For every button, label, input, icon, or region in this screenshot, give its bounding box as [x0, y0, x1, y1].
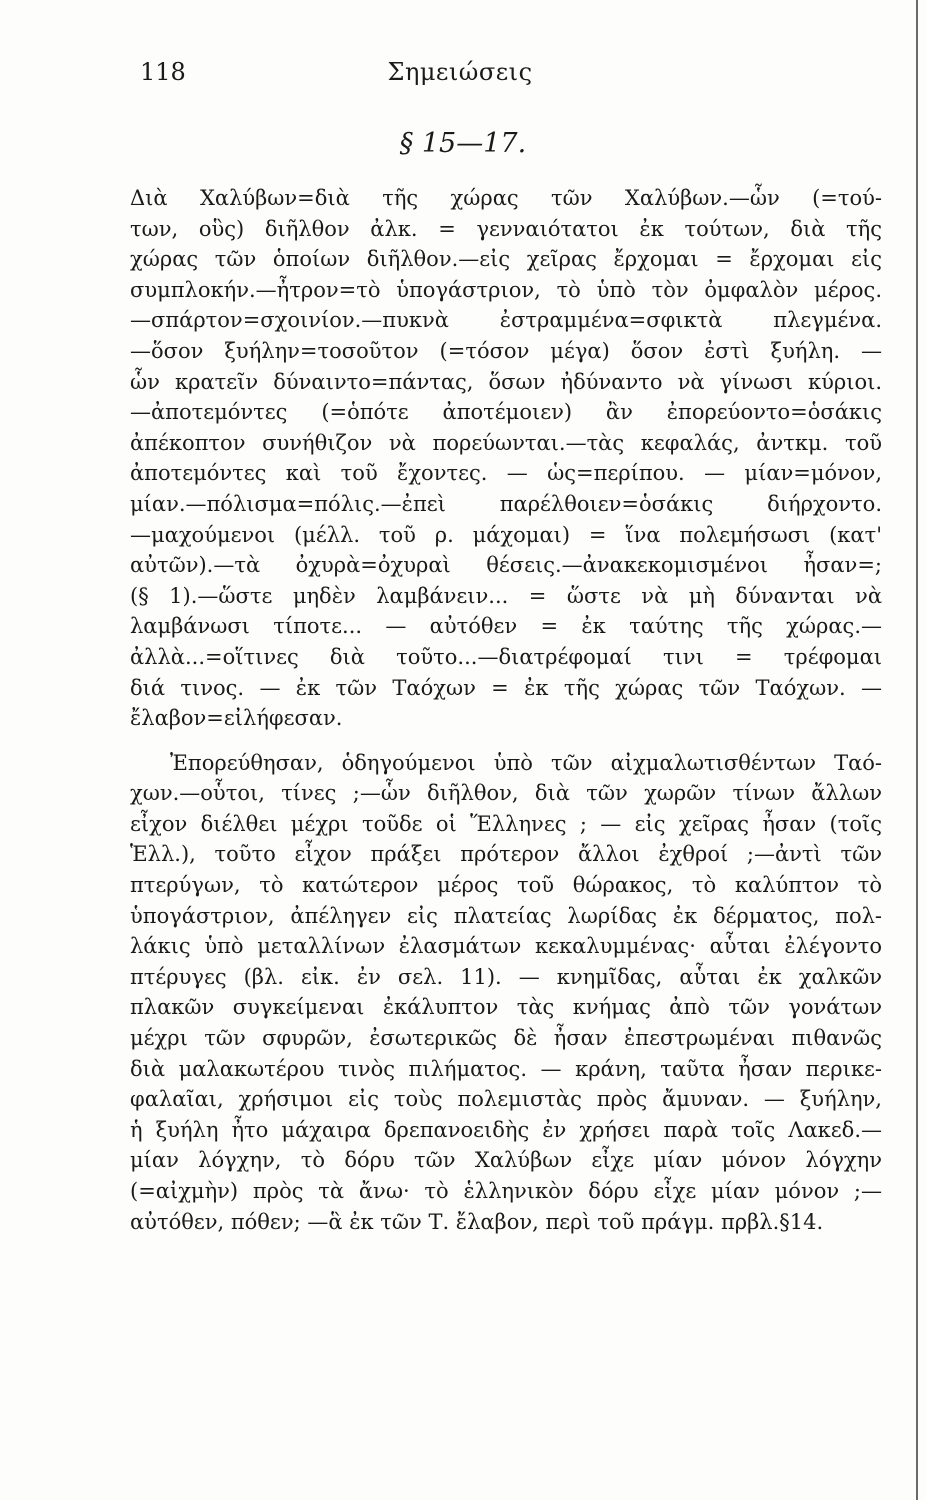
text-line: συμπλοκήν.—ἦτρον=τὸ ὑπογάστριον, τὸ ὑπὸ τὸν ὀμφαλὸν μέρος.: [130, 277, 882, 302]
running-title: Σημειώσεις: [387, 58, 533, 86]
text-line: ἀπέκοπτον συνήθιζον νὰ πορεύωνται.—τὰς κεφαλάς, ἀντκμ. τοῦ: [130, 430, 882, 455]
text-line: Ἑλλ.), τοῦτο εἶχον πράξει πρότερον ἄλλοι ἐχθροί ;—ἀντὶ τῶν: [130, 842, 882, 867]
notes-body: [130, 183, 882, 1237]
text-line: Διὰ Χαλύβων=διὰ τῆς χώρας τῶν Χαλύβων.—ὧν (=τού-: [130, 186, 882, 210]
text-line: (§ 1).—ὥστε μηδὲν λαμβάνειν... = ὥστε νὰ μὴ δύνανται νὰ: [130, 583, 882, 608]
text-line: μέχρι τῶν σφυρῶν, ἐσωτερικῶς δὲ ἦσαν ἐπεστρωμέναι πιθανῶς: [130, 1026, 882, 1051]
text-line: ὑπογάστριον, ἀπέληγεν εἰς πλατείας λωρίδας ἐκ δέρματος, πολ-: [130, 903, 882, 928]
page-number: 118: [140, 58, 186, 86]
binding-edge: [916, 0, 918, 1500]
text-line: πτέρυγες (βλ. εἰκ. ἐν σελ. 11). — κνημῖδας, αὗται ἐκ χαλκῶν: [130, 964, 882, 989]
text-line: ἀλλὰ...=οἵτινες διὰ τοῦτο...—διατρέφομαί τινι = τρέφομαι: [130, 644, 882, 669]
text-line: αὐτῶν).—τὰ ὀχυρὰ=ὀχυραὶ θέσεις.—ἀνακεκομισμένοι ἦσαν=;: [130, 553, 882, 578]
text-line: λάκις ὑπὸ μεταλλίνων ἐλασμάτων κεκαλυμμένας· αὗται ἐλέγοντο: [130, 934, 882, 959]
text-line: μίαν λόγχην, τὸ δόρυ τῶν Χαλύβων εἶχε μίαν μόνον λόγχην: [130, 1148, 882, 1173]
text-line: ἡ ξυήλη ἦτο μάχαιρα δρεπανοειδὴς ἐν χρήσει παρὰ τοῖς Λακεδ.—: [130, 1117, 882, 1142]
text-line: Ἐπορεύθησαν, ὁδηγούμενοι ὑπὸ τῶν αἰχμαλωτισθέντων Ταό-: [170, 750, 882, 775]
text-line: πλακῶν συγκείμεναι ἐκάλυπτον τὰς κνήμας ἀπὸ τῶν γονάτων: [130, 995, 882, 1020]
section-heading: § 15—17.: [399, 128, 527, 159]
text-line: χώρας τῶν ὁποίων διῆλθον.—εἰς χεῖρας ἔρχομαι = ἔρχομαι εἰς: [130, 247, 882, 272]
text-line: ἀποτεμόντες καὶ τοῦ ἔχοντες. — ὡς=περίπου. — μίαν=μόνον,: [130, 461, 882, 486]
text-line: διά τινος. — ἐκ τῶν Ταόχων = ἐκ τῆς χώρας τῶν Ταόχων. —: [130, 675, 882, 700]
text-line: εἶχον διέλθει μέχρι τοῦδε οἱ Ἕλληνες ; — εἰς χεῖρας ἦσαν (τοῖς: [130, 811, 882, 836]
paragraph-2: [130, 748, 882, 1238]
text-line: διὰ μαλακωτέρου τινὸς πιλήματος. — κράνη, ταῦτα ἦσαν περικε-: [130, 1056, 882, 1081]
text-line: αὐτόθεν, πόθεν; —ἃ ἐκ τῶν Τ. ἔλαβον, περὶ τοῦ πράγμ. πρβλ.§14.: [130, 1209, 824, 1234]
text-line: φαλαῖαι, χρήσιμοι εἰς τοὺς πολεμιστὰς πρὸς ἄμυναν. — ξυήλην,: [130, 1087, 882, 1112]
text-line: των, οὓς) διῆλθον ἀλκ. = γενναιότατοι ἐκ τούτων, διὰ τῆς: [130, 216, 882, 241]
text-line: μίαν.—πόλισμα=πόλις.—ἐπεὶ παρέλθοιεν=ὁσάκις διήρχοντο.: [130, 491, 882, 516]
text-line: —μαχούμενοι (μέλλ. τοῦ ρ. μάχομαι) = ἵνα πολεμήσωσι (κατ': [130, 522, 882, 547]
text-line: (=αἰχμὴν) πρὸς τὰ ἄνω· τὸ ἑλληνικὸν δόρυ εἶχε μίαν μόνον ;—: [130, 1179, 882, 1203]
text-line: —ἀποτεμόντες (=ὁπότε ἀποτέμοιεν) ἂν ἐπορεύοντο=ὁσάκις: [130, 400, 882, 425]
page-header: [140, 58, 780, 88]
text-line: ἔλαβον=εἰλήφεσαν.: [130, 706, 343, 731]
text-line: —σπάρτον=σχοινίον.—πυκνὰ ἐστραμμένα=σφικτὰ πλεγμένα.: [130, 308, 882, 333]
text-line: λαμβάνωσι τίποτε... — αὐτόθεν = ἐκ ταύτης τῆς χώρας.—: [130, 614, 882, 639]
paragraph-gap: [130, 734, 882, 748]
text-line: —ὅσον ξυήλην=τοσοῦτον (=τόσον μέγα) ὅσον ἐστὶ ξυήλη. —: [130, 338, 882, 363]
text-line: ὧν κρατεῖν δύναιντο=πάντας, ὅσων ἠδύναντο νὰ γίνωσι κύριοι.: [130, 369, 882, 394]
paragraph-1: [130, 183, 882, 734]
text-line: χων.—οὗτοι, τίνες ;—ὧν διῆλθον, διὰ τῶν χωρῶν τίνων ἄλλων: [130, 781, 882, 806]
text-line: πτερύγων, τὸ κατώτερον μέρος τοῦ θώρακος, τὸ καλύπτον τὸ: [130, 873, 882, 898]
